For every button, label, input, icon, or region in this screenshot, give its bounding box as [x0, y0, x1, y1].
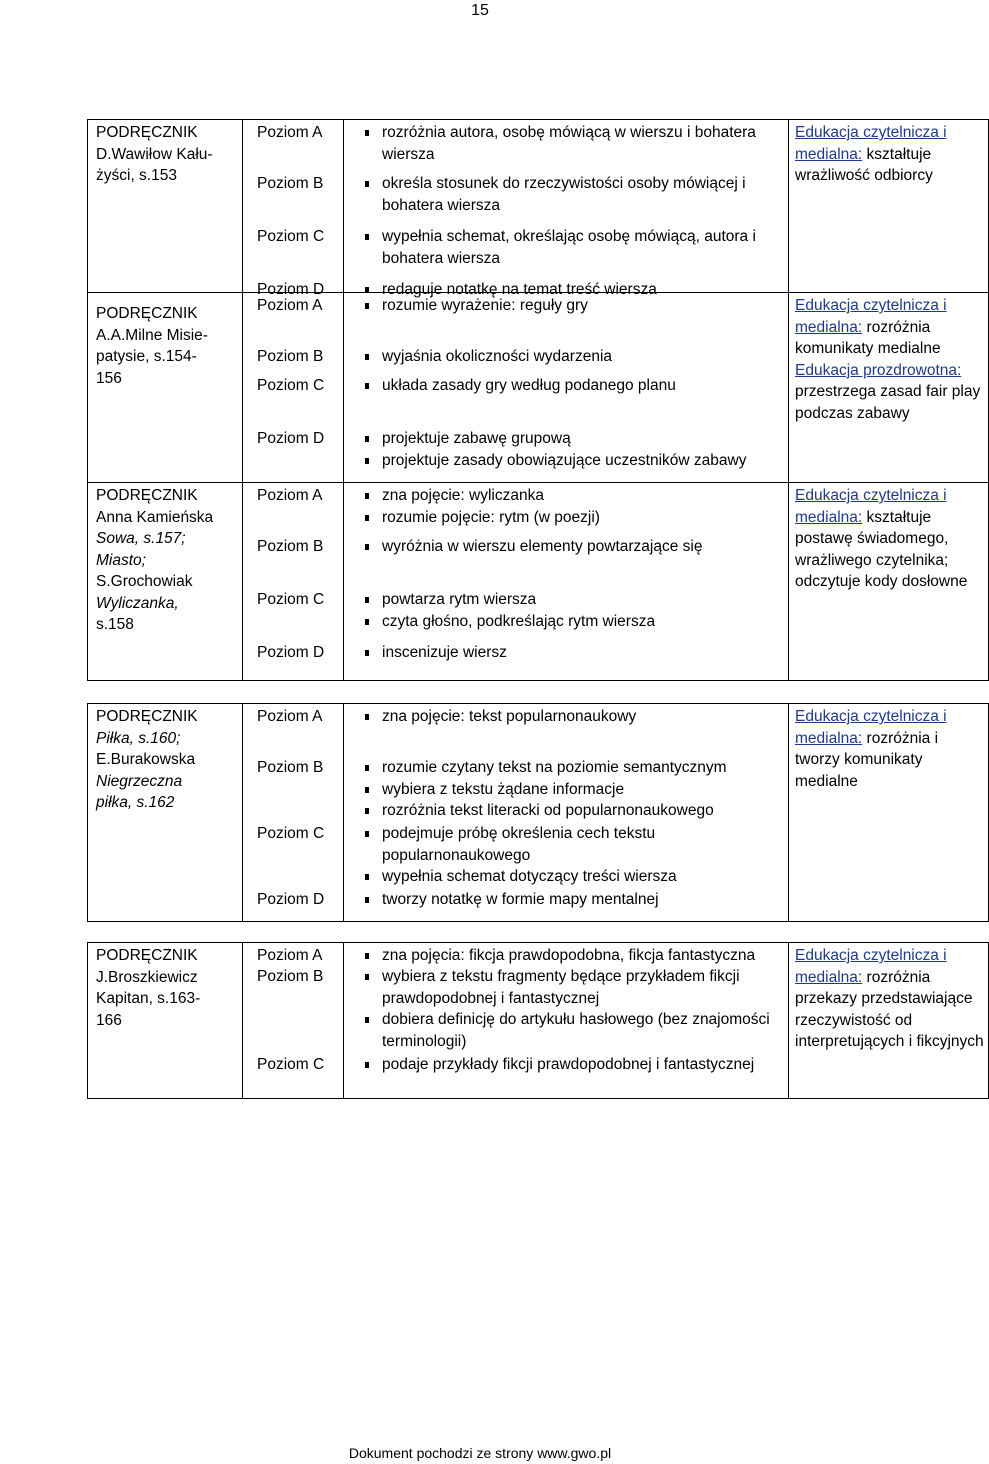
- education-cell: [789, 483, 989, 681]
- education-category: Edukacja czytelnicza i medialna:: [795, 487, 947, 526]
- outcome-item: redaguje notatkę na temat treść wiersza: [362, 279, 784, 301]
- textbook-source-cell: [88, 704, 243, 922]
- outcome-item: określa stosunek do rzeczywistości osoby mówiącej i bohatera wiersza: [362, 173, 784, 216]
- outcome-item: zna pojęcie: wyliczanka: [362, 485, 784, 507]
- source-line: Piłka, s.160;: [96, 729, 181, 747]
- outcome-item: wybiera z tekstu żądane informacje: [362, 779, 784, 801]
- level-label: Poziom B: [257, 538, 324, 555]
- source-line: Wyliczanka,: [96, 594, 179, 612]
- outcomes-cell: [344, 704, 789, 922]
- outcome-item: dobiera definicję do artykułu hasłowego (bez znajomości terminologii): [362, 1009, 784, 1052]
- source-line: Miasto;: [96, 551, 146, 569]
- outcome-item: projektuje zabawę grupową: [362, 428, 784, 450]
- education-category: Edukacja prozdrowotna:: [795, 361, 962, 379]
- outcome-item: powtarza rytm wiersza: [362, 589, 784, 611]
- textbook-source-cell: [88, 943, 243, 1099]
- education-text: rozróżnia przekazy przedstawiające rzeczywistość od interpretujących i fikcyjnych: [795, 968, 984, 1050]
- outcome-item: wypełnia schemat dotyczący treści wiersza: [362, 866, 784, 888]
- outcome-item: rozróżnia autora, osobę mówiącą w wierszu i bohatera wiersza: [362, 122, 784, 165]
- outcome-item: inscenizuje wiersz: [362, 642, 784, 664]
- table-row: [88, 120, 989, 293]
- outcome-item: rozróżnia tekst literacki od popularnonaukowego: [362, 800, 784, 822]
- outcome-item: czyta głośno, podkreślając rytm wiersza: [362, 611, 784, 633]
- outcome-item: wyjaśnia okoliczności wydarzenia: [362, 346, 784, 368]
- education-cell: [789, 120, 989, 293]
- levels-cell: [243, 120, 344, 298]
- outcome-item: wybiera z tekstu fragmenty będące przykładem fikcji prawdopodobnej i fantastycznej: [362, 966, 784, 1009]
- levels-cell: [243, 704, 344, 922]
- outcome-item: projektuje zasady obowiązujące uczestników zabawy: [362, 450, 784, 472]
- page-footer: Dokument pochodzi ze strony www.gwo.pl: [348, 1445, 612, 1461]
- education-text: rozróżnia komunikaty medialne: [795, 318, 941, 357]
- level-label: Poziom B: [257, 348, 324, 365]
- level-label: Poziom D: [257, 281, 325, 298]
- source-line: PODRĘCZNIK: [96, 947, 198, 964]
- outcomes-cell: [344, 293, 789, 483]
- education-cell: [789, 293, 989, 483]
- education-category: Edukacja czytelnicza i medialna:: [795, 124, 947, 163]
- source-line: 166: [96, 1011, 122, 1029]
- level-label: Poziom D: [257, 644, 325, 661]
- level-label: Poziom D: [257, 430, 325, 447]
- level-label: Poziom C: [257, 1056, 325, 1073]
- education-text: kształtuje postawę świadomego, wrażliwego czytelnika; odczytuje kody dosłowne: [795, 508, 968, 590]
- curriculum-table-1: [87, 119, 989, 681]
- level-label: Poziom B: [257, 968, 324, 985]
- source-line: PODRĘCZNIK: [96, 305, 198, 322]
- curriculum-table-2: [87, 703, 989, 922]
- education-cell: [789, 943, 989, 1099]
- level-label: Poziom C: [257, 825, 325, 842]
- education-text: rozróżnia i tworzy komunikaty medialne: [795, 729, 939, 790]
- table-row: [88, 943, 989, 1099]
- level-label: Poziom A: [257, 487, 323, 504]
- source-line: PODRĘCZNIK: [96, 487, 198, 504]
- outcome-item: rozumie pojęcie: rytm (w poezji): [362, 507, 784, 529]
- outcome-item: układa zasady gry według podanego planu: [362, 375, 784, 397]
- level-label: Poziom D: [257, 891, 325, 908]
- outcome-item: podaje przykłady fikcji prawdopodobnej i fantastycznej: [362, 1054, 784, 1076]
- source-line: Niegrzeczna: [96, 772, 183, 790]
- source-line: żyści, s.153: [96, 167, 177, 184]
- source-line: PODRĘCZNIK: [96, 124, 198, 141]
- source-line: PODRĘCZNIK: [96, 708, 198, 725]
- level-label: Poziom A: [257, 297, 323, 314]
- source-line: Sowa, s.157;: [96, 530, 186, 547]
- source-line: J.Broszkiewicz: [96, 968, 198, 986]
- source-line: D.Wawiłow Kału-: [96, 145, 213, 163]
- level-label: Poziom A: [257, 124, 323, 141]
- outcome-item: wypełnia schemat, określając osobę mówiącą, autora i bohatera wiersza: [362, 226, 784, 269]
- source-line: S.Grochowiak: [96, 573, 193, 590]
- source-line: Anna Kamieńska: [96, 508, 214, 526]
- outcome-item: zna pojęcia: fikcja prawdopodobna, fikcja fantastyczna: [362, 945, 784, 967]
- levels-cell: [243, 943, 344, 1099]
- education-category: Edukacja czytelnicza i medialna:: [795, 297, 947, 336]
- source-line: E.Burakowska: [96, 751, 196, 768]
- textbook-source-cell: [88, 120, 243, 293]
- table-row: [88, 483, 989, 681]
- textbook-source-cell: [88, 483, 243, 681]
- education-category: Edukacja czytelnicza i medialna:: [795, 708, 947, 747]
- level-label: Poziom C: [257, 591, 325, 608]
- source-line: A.A.Milne Misie-: [96, 326, 208, 344]
- level-label: Poziom C: [257, 228, 325, 245]
- education-text: przestrzega zasad fair play podczas zabawy: [795, 383, 981, 422]
- level-label: Poziom B: [257, 759, 324, 776]
- education-category: Edukacja czytelnicza i medialna:: [795, 947, 947, 986]
- education-cell: [789, 704, 989, 922]
- outcome-item: rozumie czytany tekst na poziomie semantycznym: [362, 757, 784, 779]
- source-line: patysie, s.154-: [96, 348, 197, 365]
- outcome-item: zna pojęcie: tekst popularnonaukowy: [362, 706, 784, 728]
- source-line: 156: [96, 369, 122, 387]
- level-label: Poziom A: [257, 947, 323, 964]
- outcomes-cell: [344, 120, 789, 298]
- source-line: Kapitan, s.163-: [96, 990, 201, 1007]
- level-label: Poziom C: [257, 377, 325, 394]
- source-line: s.158: [96, 616, 134, 633]
- outcomes-cell: [344, 483, 789, 681]
- table-row: [88, 704, 989, 922]
- levels-cell: [243, 483, 344, 681]
- outcome-item: wyróżnia w wierszu elementy powtarzające się: [362, 536, 784, 558]
- page-number: 15: [471, 2, 489, 19]
- level-label: Poziom A: [257, 708, 323, 725]
- outcome-item: podejmuje próbę określenia cech tekstu popularnonaukowego: [362, 823, 784, 866]
- levels-cell: [243, 293, 344, 483]
- education-text: kształtuje wrażliwość odbiorcy: [795, 145, 933, 184]
- outcome-item: tworzy notatkę w formie mapy mentalnej: [362, 889, 784, 911]
- curriculum-table-3: [87, 942, 989, 1099]
- level-label: Poziom B: [257, 175, 324, 192]
- textbook-source-cell: [88, 293, 243, 483]
- outcome-item: rozumie wyrażenie: reguły gry: [362, 295, 784, 317]
- table-row: [88, 293, 989, 483]
- source-line: piłka, s.162: [96, 794, 175, 811]
- outcomes-cell: [344, 943, 789, 1099]
